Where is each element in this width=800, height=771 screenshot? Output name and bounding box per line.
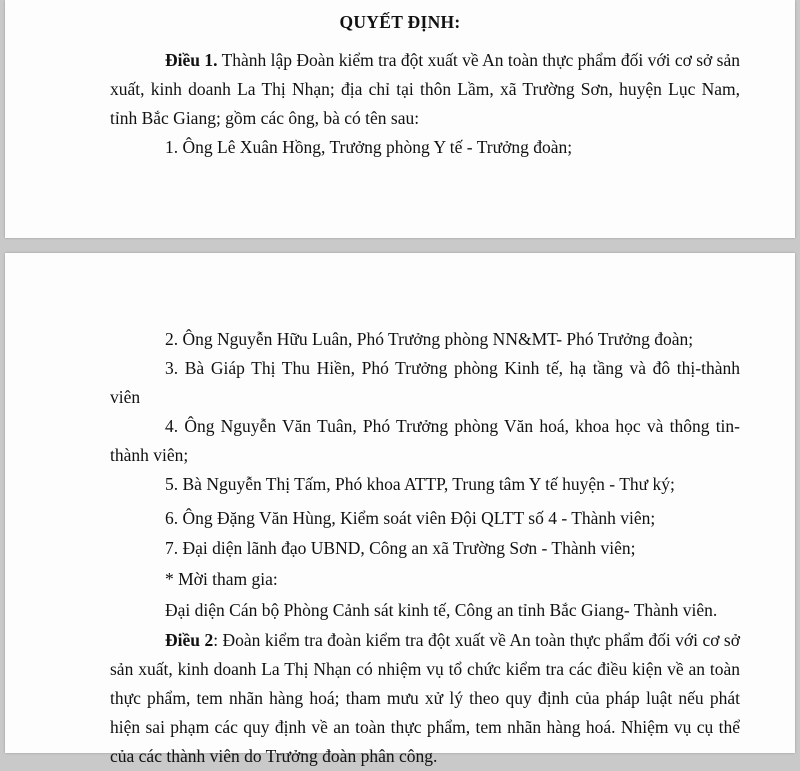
member-1: 1. Ông Lê Xuân Hồng, Trưởng phòng Y tế - Trưởng đoàn; [165,137,573,157]
article-2 [110,626,740,771]
article-2-text: : Đoàn kiểm tra đoàn kiểm tra đột xuất về An toàn thực phẩm đối với cơ sở sản xuất, kinh doanh La Thị Nhạn có nhiệm vụ tổ chức kiểm tra các điều kiện về an toàn thực phẩm, tem nhãn hàng hoá; tham mưu xử lý theo quy định của pháp luật nếu phát hiện sai phạm các quy định về an toàn thực phẩm, tem nhãn hàng hoá. Nhiệm vụ cụ thể của các thành viên do Trưởng đoàn phân công. [110,630,740,766]
document-page-bottom [5,253,795,766]
member-6: 6. Ông Đặng Văn Hùng, Kiểm soát viên Đội QLTT số 4 - Thành viên; [165,508,656,528]
member-7: 7. Đại diện lãnh đạo UBND, Công an xã Trường Sơn - Thành viên; [165,538,636,558]
article-1 [110,46,740,133]
member-2: 2. Ông Nguyễn Hữu Luân, Phó Trưởng phòng NN&MT- Phó Trưởng đoàn; [165,329,694,349]
invite-label: * Mời tham gia: [165,569,278,589]
article-1-label: Điều 1. [165,50,218,70]
document-page-top [5,0,795,238]
article-2-label: Điều 2 [165,630,214,650]
article-1-text: Thành lập Đoàn kiểm tra đột xuất về An toàn thực phẩm đối với cơ sở sản xuất, kinh doanh La Thị Nhạn; địa chỉ tại thôn Lầm, xã Trường Sơn, huyện Lục Nam, tỉnh Bắc Giang; gồm các ông, bà có tên sau: [110,50,741,128]
member-3: 3. Bà Giáp Thị Thu Hiền, Phó Trưởng phòng Kinh tế, hạ tầng và đô thị-thành viên [110,358,740,407]
invite-text: Đại diện Cán bộ Phòng Cảnh sát kinh tế, Công an tỉnh Bắc Giang- Thành viên. [165,600,718,620]
member-5: 5. Bà Nguyễn Thị Tấm, Phó khoa ATTP, Trung tâm Y tế huyện - Thư ký; [165,474,675,494]
member-4: 4. Ông Nguyễn Văn Tuân, Phó Trưởng phòng Văn hoá, khoa học và thông tin-thành viên; [110,416,740,465]
decision-title: QUYẾT ĐỊNH: [339,12,461,32]
